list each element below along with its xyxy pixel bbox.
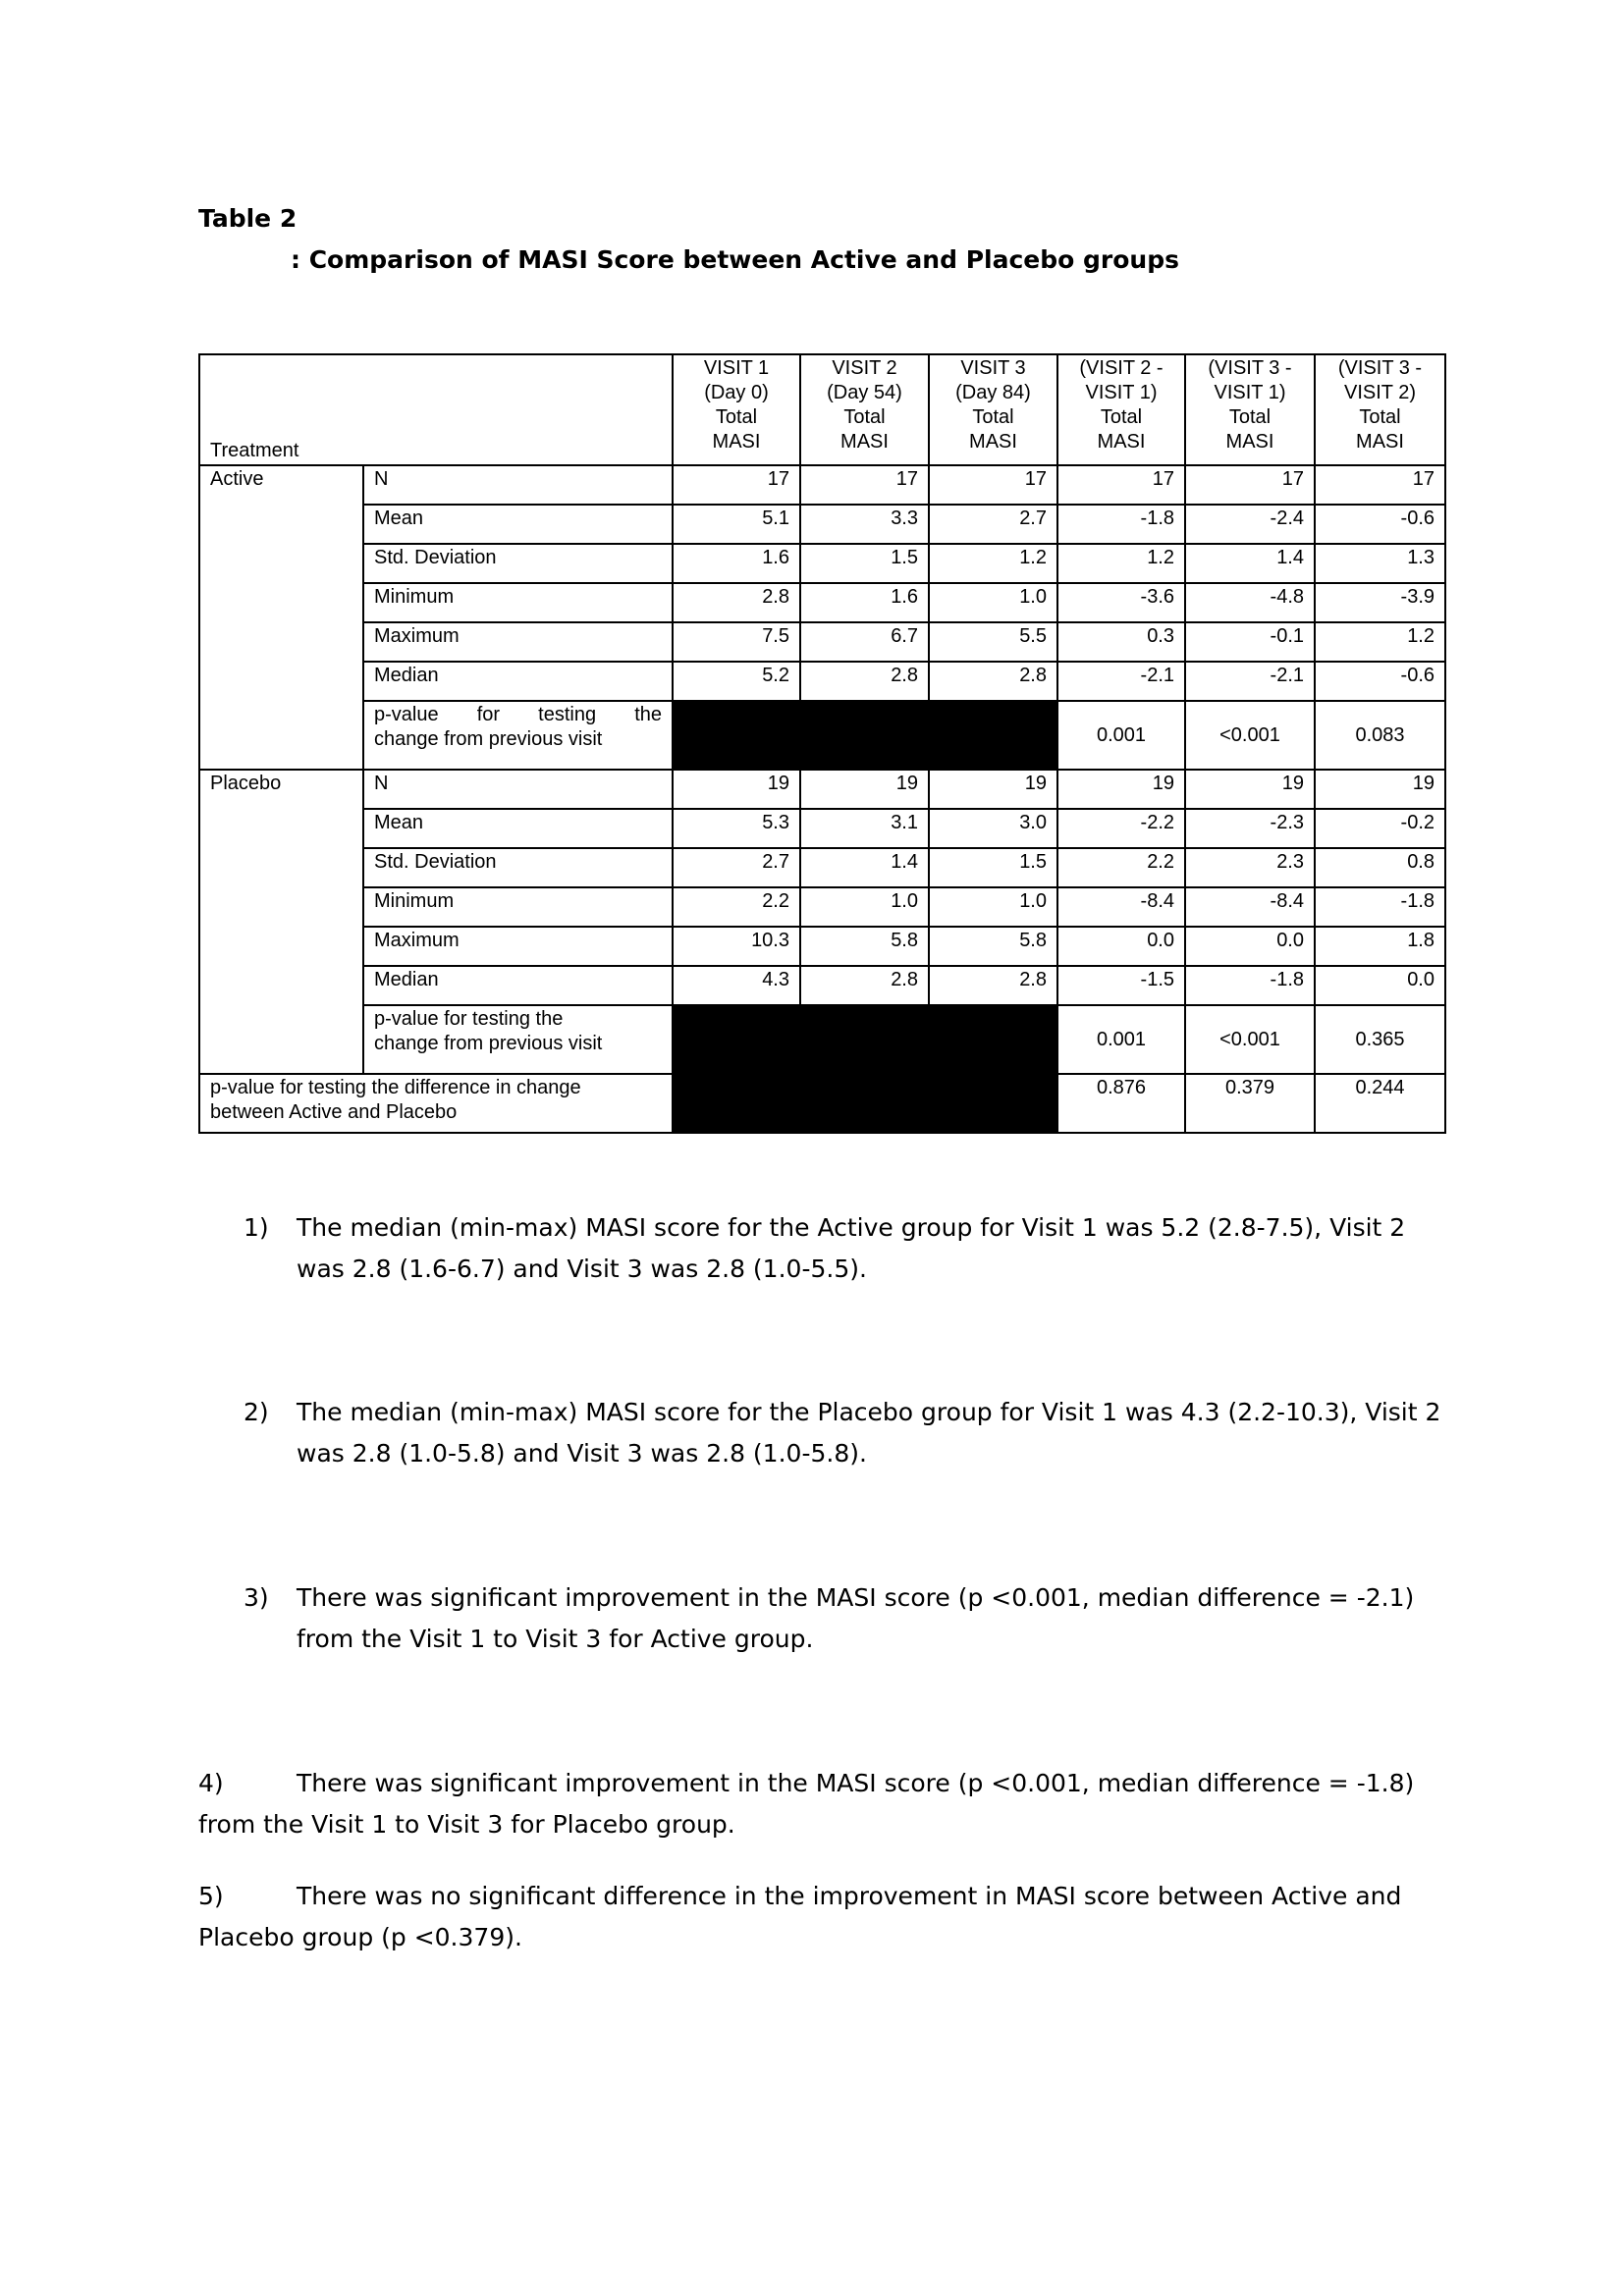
overall-label-line: between Active and Placebo [210,1101,458,1123]
stat-label: N [363,770,673,809]
value-cell: 2.7 [673,848,800,887]
col-header-visit3-minus-visit1 [1185,354,1315,465]
value-cell: 5.2 [673,662,800,701]
value-cell: 2.8 [929,662,1057,701]
col-header-line: Total [1228,406,1272,428]
table-subtitle: : Comparison of MASI Score between Active and Placebo groups [291,245,1179,274]
value-cell: 1.3 [1315,544,1445,583]
value-cell: 17 [673,465,800,505]
overall-label-line: p-value for testing the difference in change [210,1077,581,1098]
value-cell: -2.1 [1057,662,1185,701]
value-cell: 0.0 [1185,927,1315,966]
value-cell: 5.8 [800,927,929,966]
value-cell: 2.7 [929,505,1057,544]
finding-text-line: There was significant improvement in the MASI score (p <0.001, median difference = -1.8) [297,1769,1415,1797]
value-cell: 19 [929,770,1057,809]
value-cell: 19 [1185,770,1315,809]
finding-text-line: Placebo group (p <0.379). [198,1923,522,1951]
overall-pvalue-cell: 0.379 [1185,1074,1315,1133]
stat-label: Maximum [363,927,673,966]
pvalue-row [199,701,1445,770]
table-body [199,465,1445,1133]
value-cell: 0.0 [1315,966,1445,1005]
value-cell: 5.5 [929,622,1057,662]
col-header-line: (Day 84) [955,382,1031,403]
value-cell: -2.1 [1185,662,1315,701]
col-header-visit1 [673,354,800,465]
value-cell: -1.8 [1057,505,1185,544]
col-header-line: (VISIT 3 - [1208,357,1292,379]
col-header-line: MASI [1356,431,1404,453]
table-header-row [199,354,1445,465]
stat-label: Std. Deviation [363,544,673,583]
pvalue-label [363,701,673,770]
redacted-block [673,701,1057,770]
col-header-line: Total [1100,406,1143,428]
col-header-line: Total [1359,406,1401,428]
value-cell: 17 [1057,465,1185,505]
overall-pvalue-cell: 0.244 [1315,1074,1445,1133]
overall-pvalue-cell: 0.876 [1057,1074,1185,1133]
value-cell: 10.3 [673,927,800,966]
table-title: Table 2 [198,204,298,233]
value-cell: 5.1 [673,505,800,544]
finding-item [198,1763,1451,1845]
value-cell: -8.4 [1185,887,1315,927]
value-cell: 17 [929,465,1057,505]
value-cell: 5.8 [929,927,1057,966]
value-cell: -1.8 [1315,887,1445,927]
value-cell: -2.2 [1057,809,1185,848]
pvalue-cell: <0.001 [1185,701,1315,770]
value-cell: 1.6 [800,583,929,622]
col-header-line: (VISIT 3 - [1337,357,1423,379]
masi-comparison-table [198,353,1446,1134]
value-cell: 19 [673,770,800,809]
pvalue-row [199,1005,1445,1074]
stat-label: Maximum [363,622,673,662]
col-header-visit3 [929,354,1057,465]
finding-text-line: The median (min-max) MASI score for the Active group for Visit 1 was 5.2 (2.8-7.5), Visit 2 [297,1213,1406,1242]
stat-label: Mean [363,809,673,848]
value-cell: 1.6 [673,544,800,583]
value-cell: 1.8 [1315,927,1445,966]
col-header-line: Total [715,406,758,428]
value-cell: -1.8 [1185,966,1315,1005]
finding-text-line: was 2.8 (1.0-5.8) and Visit 3 was 2.8 (1.0-5.8). [297,1439,867,1468]
col-header-line: Total [843,406,886,428]
value-cell: -0.6 [1315,662,1445,701]
table-row [199,887,1445,927]
table-row [199,770,1445,809]
col-header-line: VISIT 2) [1344,382,1416,403]
value-cell: 1.5 [800,544,929,583]
finding-text-line: There was significant improvement in the MASI score (p <0.001, median difference = -2.1) [297,1583,1415,1612]
pvalue-cell: 0.083 [1315,701,1445,770]
col-header-line: VISIT 3 [960,357,1026,379]
value-cell: 1.5 [929,848,1057,887]
value-cell: 0.3 [1057,622,1185,662]
stat-label: Minimum [363,887,673,927]
value-cell: 19 [800,770,929,809]
value-cell: 6.7 [800,622,929,662]
value-cell: 1.0 [800,887,929,927]
col-header-visit2 [800,354,929,465]
pvalue-cell: 0.001 [1057,1005,1185,1074]
value-cell: 1.0 [929,887,1057,927]
value-cell: 19 [1315,770,1445,809]
table-row [199,809,1445,848]
value-cell: -0.6 [1315,505,1445,544]
value-cell: 0.8 [1315,848,1445,887]
table-row [199,848,1445,887]
col-header-visit3-minus-visit2 [1315,354,1445,465]
stat-label: Mean [363,505,673,544]
redacted-block [673,1074,1057,1133]
table-row [199,465,1445,505]
table-row [199,505,1445,544]
value-cell: 2.8 [673,583,800,622]
col-header-line: VISIT 1) [1214,382,1286,403]
finding-text-line: There was no significant difference in the improvement in MASI score between Active and [297,1882,1402,1910]
overall-pvalue-label [199,1074,673,1133]
value-cell: 7.5 [673,622,800,662]
col-header-line: Total [972,406,1014,428]
value-cell: 0.0 [1057,927,1185,966]
value-cell: 17 [1315,465,1445,505]
value-cell: 4.3 [673,966,800,1005]
col-header-line: (Day 0) [704,382,769,403]
value-cell: -4.8 [1185,583,1315,622]
pvalue-label-line: change from previous visit [374,728,603,750]
col-header-line: MASI [712,431,761,453]
finding-item [198,1876,1451,1958]
value-cell: 1.2 [1315,622,1445,662]
overall-pvalue-row [199,1074,1445,1133]
finding-marker: 1) [244,1213,269,1242]
value-cell: 2.8 [800,662,929,701]
table-row [199,622,1445,662]
finding-item [244,1577,1451,1660]
value-cell: 1.2 [1057,544,1185,583]
table-row [199,662,1445,701]
value-cell: 2.2 [1057,848,1185,887]
table-row [199,544,1445,583]
finding-text-line: from the Visit 1 to Visit 3 for Placebo group. [198,1810,735,1839]
col-header-visit2-minus-visit1 [1057,354,1185,465]
stat-label: Std. Deviation [363,848,673,887]
col-header-line: VISIT 1) [1085,382,1158,403]
finding-item [244,1207,1451,1290]
value-cell: 2.8 [800,966,929,1005]
value-cell: 17 [1185,465,1315,505]
finding-item [244,1392,1451,1474]
finding-text-line: was 2.8 (1.6-6.7) and Visit 3 was 2.8 (1.0-5.5). [297,1255,867,1283]
value-cell: 3.1 [800,809,929,848]
value-cell: -0.2 [1315,809,1445,848]
col-header-line: (VISIT 2 - [1079,357,1164,379]
col-header-line: MASI [840,431,889,453]
redacted-block [673,1005,1057,1074]
value-cell: -3.9 [1315,583,1445,622]
stat-label: Minimum [363,583,673,622]
group-label-placebo: Placebo [199,770,363,1074]
col-header-line: MASI [969,431,1017,453]
value-cell: 3.3 [800,505,929,544]
value-cell: -0.1 [1185,622,1315,662]
value-cell: -1.5 [1057,966,1185,1005]
col-header-line: VISIT 1 [703,357,770,379]
table-row [199,927,1445,966]
pvalue-label-line: change from previous visit [374,1033,603,1054]
stat-label: Median [363,662,673,701]
value-cell: 1.0 [929,583,1057,622]
finding-marker: 3) [244,1583,269,1612]
col-header-line: (Day 54) [827,382,902,403]
stat-label: Median [363,966,673,1005]
finding-marker: 5) [198,1882,224,1910]
col-header-line: VISIT 2 [832,357,897,379]
group-label-active: Active [199,465,363,770]
value-cell: 2.2 [673,887,800,927]
table-row [199,583,1445,622]
pvalue-cell: <0.001 [1185,1005,1315,1074]
col-header-line: MASI [1097,431,1146,453]
col-header-line: MASI [1225,431,1274,453]
finding-text-line: from the Visit 1 to Visit 3 for Active group. [297,1625,814,1653]
finding-marker: 4) [198,1769,224,1797]
table-row [199,966,1445,1005]
treatment-header: Treatment [199,354,673,465]
value-cell: 19 [1057,770,1185,809]
value-cell: -2.3 [1185,809,1315,848]
value-cell: -2.4 [1185,505,1315,544]
value-cell: -8.4 [1057,887,1185,927]
value-cell: 1.4 [800,848,929,887]
value-cell: 2.3 [1185,848,1315,887]
value-cell: 1.2 [929,544,1057,583]
stat-label: N [363,465,673,505]
value-cell: 3.0 [929,809,1057,848]
pvalue-cell: 0.001 [1057,701,1185,770]
value-cell: -3.6 [1057,583,1185,622]
pvalue-label-line: p-value for testing the [374,1008,564,1030]
value-cell: 2.8 [929,966,1057,1005]
value-cell: 1.4 [1185,544,1315,583]
pvalue-label [363,1005,673,1074]
value-cell: 5.3 [673,809,800,848]
value-cell: 17 [800,465,929,505]
pvalue-label-line: p-value for testing the [374,704,662,725]
pvalue-cell: 0.365 [1315,1005,1445,1074]
finding-marker: 2) [244,1398,269,1426]
finding-text-line: The median (min-max) MASI score for the Placebo group for Visit 1 was 4.3 (2.2-10.3), Visit 2 [297,1398,1441,1426]
